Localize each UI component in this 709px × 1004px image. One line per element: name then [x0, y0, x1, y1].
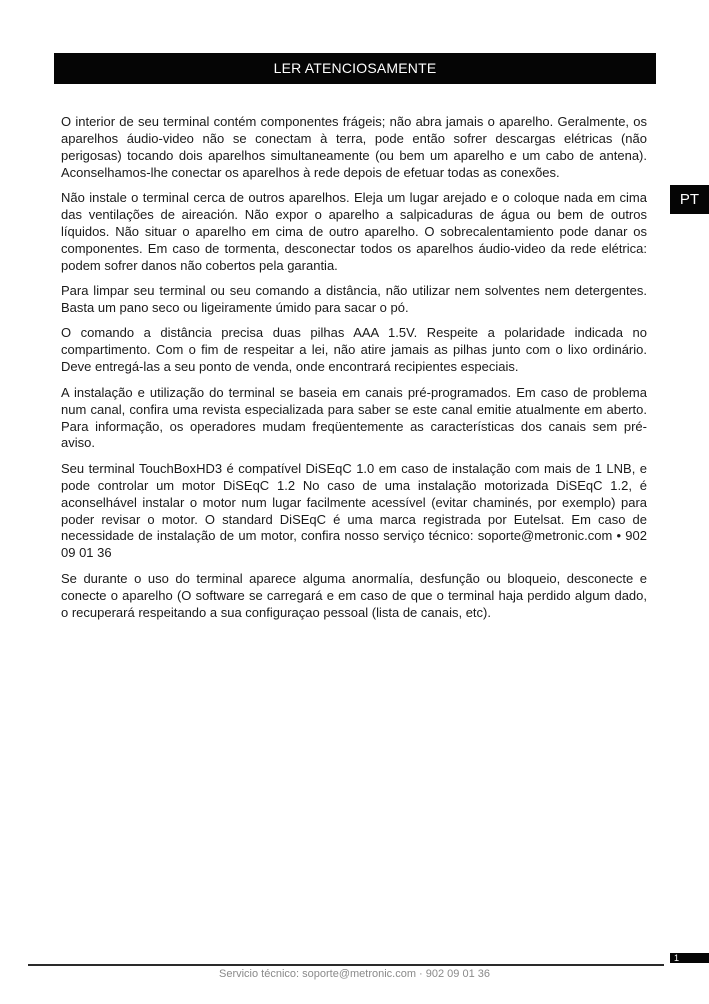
paragraph-troubleshooting: Se durante o uso do terminal aparece alguma anormalía, desfunção ou bloqueio, desconecte e conecte o aparelho (O software se carregará e em caso de que o terminal haja perdido algum dado, o recuperará respeitando a sua configuraçao pessoal (lista de canais, etc). [61, 570, 647, 620]
paragraph-installation-location: Não instale o terminal cerca de outros aparelhos. Eleja um lugar arejado e o coloque nada em cima das ventilações de aireación. Não expor o aparelho a salpicaduras de água ou bem de outros líquidos. Não situar o aparelho em cima de outro aparelho. O sobrecalentamiento pode danar os componentes. Em caso de tormenta, desconectar todos os aparelhos áudio-video da rede elétrica: podem sofrer danos não cobertos pela garantia. [61, 190, 647, 273]
language-tab: PT [670, 185, 709, 214]
paragraph-remote-batteries: O comando a distância precisa duas pilhas AAA 1.5V. Respeite a polaridade indicada no compartimento. Com o fim de respeitar a lei, não atire jamais as pilhas junto com o lixo ordinário. Deve entregá-las a seu ponto de venda, onde encontrará recipientes especiais. [61, 325, 647, 375]
footer-service-contact: Servicio técnico: soporte@metronic.com · 902 09 01 36 [218, 968, 491, 980]
document-body [61, 114, 647, 630]
section-title-bar [54, 53, 656, 84]
paragraph-safety: O interior de seu terminal contém componentes frágeis; não abra jamais o aparelho. Geralmente, os aparelhos áudio-video não se conectam à terra, pode então sofrer descargas elétricas (não perigosas) tocando dois aparelhos simultaneamente (ou bem um aparelho e um cabo de antena). Aconselhamos-lhe conectar os aparelhos à rede depois de efetuar todas as conexões. [61, 114, 647, 180]
footer-divider [28, 964, 664, 966]
paragraph-channels: A instalação e utilização do terminal se baseia em canais pré-programados. Em caso de problema num canal, confira uma revista especializada para saber se este canal emitie atualmente em aberto. Para informação, os operadores mudam freqüentemente as características dos canais sem pré-aviso. [61, 384, 647, 451]
paragraph-diseqc: Seu terminal TouchBoxHD3 é compatível DiSEqC 1.0 em caso de instalação com mais de 1 LNB, e pode controlar um motor DiSEqC 1.2 No caso de uma instalação motorizada DiSEqC 1.2, é aconselhável instalar o motor num lugar facilmente acessível (evitar chaminés, por exemplo) para poder revisar o motor. O standard DiSEqC é uma marca registrada por Eutelsat. Em caso de necessidade de instalação de um motor, confira nosso serviço técnico: soporte@metronic.com • 902 09 01 36 [61, 460, 647, 561]
paragraph-cleaning: Para limpar seu terminal ou seu comando a distância, não utilizar nem solventes nem detergentes. Basta um pano seco ou ligeiramente úmido para sacar o pó. [61, 283, 647, 316]
section-title: LER ATENCIOSAMENTE [273, 60, 437, 76]
page-number-tab: 1 [670, 953, 709, 963]
